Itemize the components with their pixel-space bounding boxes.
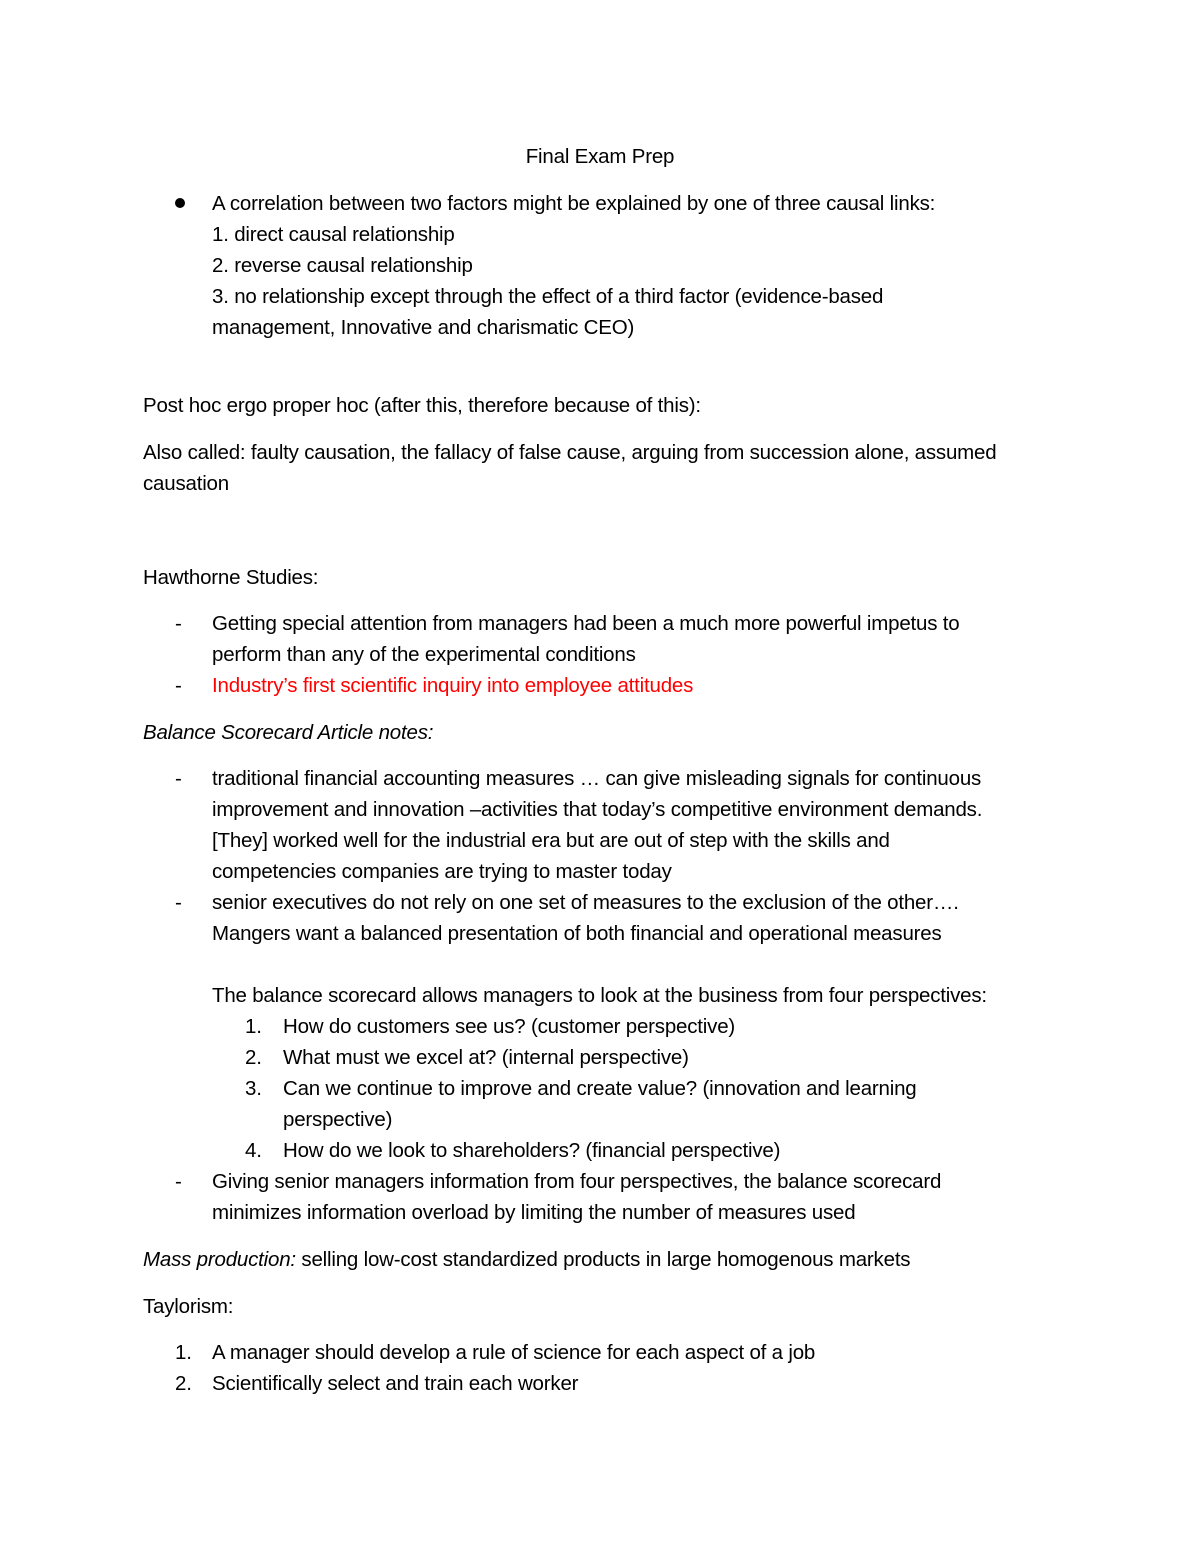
causal-item-3-cont: management, Innovative and charismatic CEO) [212, 316, 635, 339]
list-number: 2. [245, 1046, 262, 1069]
causal-item-3: 3. no relationship except through the effect of a third factor (evidence-based [212, 285, 884, 308]
list-number: 4. [245, 1139, 262, 1162]
scorecard-item-1-cont: [They] worked well for the industrial era but are out of step with the skills and [212, 829, 890, 852]
posthoc-also-called: Also called: faulty causation, the fallacy of false cause, arguing from succession alone, assumed [143, 441, 997, 464]
scorecard-item-1: traditional financial accounting measures … can give misleading signals for continuous [212, 767, 982, 790]
list-number: 2. [175, 1372, 192, 1395]
hawthorne-item-1: Getting special attention from managers had been a much more powerful impetus to [212, 612, 960, 635]
dash-marker: - [175, 674, 182, 697]
dash-marker: - [175, 612, 182, 635]
perspective-customer: How do customers see us? (customer perspective) [283, 1015, 736, 1038]
causal-item-1: 1. direct causal relationship [212, 223, 455, 246]
scorecard-heading: Balance Scorecard Article notes: [143, 721, 434, 744]
hawthorne-item-2-highlight: Industry’s first scientific inquiry into employee attitudes [212, 674, 694, 697]
mass-production-label: Mass production: [143, 1248, 296, 1271]
taylorism-heading: Taylorism: [143, 1295, 234, 1318]
page-title: Final Exam Prep [525, 145, 675, 168]
list-number: 1. [175, 1341, 192, 1364]
dash-marker: - [175, 767, 182, 790]
posthoc-also-called-cont: causation [143, 472, 229, 495]
perspective-innovation-cont: perspective) [283, 1108, 393, 1131]
hawthorne-heading: Hawthorne Studies: [143, 566, 319, 589]
list-number: 1. [245, 1015, 262, 1038]
taylorism-item-2: Scientifically select and train each worker [212, 1372, 579, 1395]
dash-marker: - [175, 1170, 182, 1193]
mass-production-text: selling low-cost standardized products in large homogenous markets [295, 1248, 911, 1271]
scorecard-item-2: senior executives do not rely on one set of measures to the exclusion of the other…. [212, 891, 959, 914]
list-number: 3. [245, 1077, 262, 1100]
scorecard-item-1-cont: competencies companies are trying to master today [212, 860, 672, 883]
perspective-internal: What must we excel at? (internal perspective) [283, 1046, 689, 1069]
perspective-innovation: Can we continue to improve and create value? (innovation and learning [283, 1077, 917, 1100]
hawthorne-item-1-cont: perform than any of the experimental conditions [212, 643, 636, 666]
taylorism-item-1: A manager should develop a rule of science for each aspect of a job [212, 1341, 816, 1364]
scorecard-item-2-cont: Mangers want a balanced presentation of both financial and operational measures [212, 922, 942, 945]
bullet-icon [175, 198, 185, 208]
causal-item-2: 2. reverse causal relationship [212, 254, 473, 277]
mass-production-definition [143, 1247, 910, 1273]
causal-intro: A correlation between two factors might be explained by one of three causal links: [212, 192, 936, 215]
perspective-financial: How do we look to shareholders? (financial perspective) [283, 1139, 781, 1162]
dash-marker: - [175, 891, 182, 914]
scorecard-item-1-cont: improvement and innovation –activities that today’s competitive environment demands. [212, 798, 983, 821]
posthoc-heading: Post hoc ergo proper hoc (after this, therefore because of this): [143, 394, 701, 417]
scorecard-item-3: Giving senior managers information from four perspectives, the balance scorecard [212, 1170, 942, 1193]
scorecard-item-3-cont: minimizes information overload by limiting the number of measures used [212, 1201, 856, 1224]
scorecard-four-perspectives: The balance scorecard allows managers to look at the business from four perspectives: [212, 984, 987, 1007]
